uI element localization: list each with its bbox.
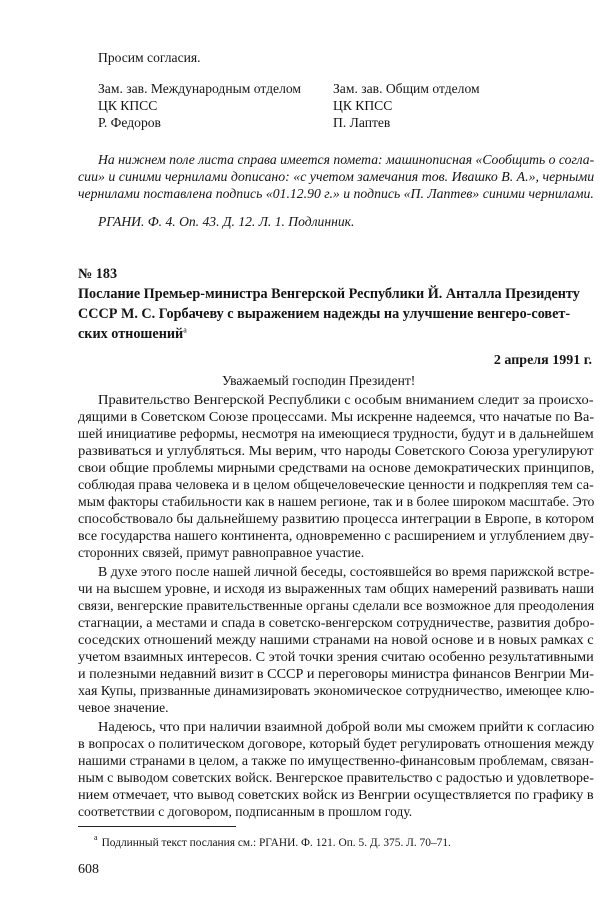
footnote-mark: а xyxy=(94,833,98,842)
salutation: Уважаемый господин Президент! xyxy=(222,373,416,388)
title-footnote-mark: а xyxy=(183,325,187,335)
paragraph-line: учетом взаимных интересов. С этой точки зрения считаю особенно результативными xyxy=(78,649,594,664)
note-line: чернилами поставлена подпись «01.12.90 г.» и подпись «П. Лаптев» синими чернилами. xyxy=(78,186,594,201)
paragraph-line: нашими странами в целом, а также по имущественно-финансовым проблемам, связан- xyxy=(78,753,594,768)
paragraph-line: дящими в Советском Союзе процессами. Мы искренне надеемся, что начатые по Ва- xyxy=(78,409,594,424)
paragraph-line: стагнации, а местами и спада в советско-венгерском сотрудничестве, развития добро- xyxy=(78,615,594,630)
document-title-line-last xyxy=(78,325,187,344)
paragraph-line: чевое значение. xyxy=(78,700,169,715)
note-line: На нижнем поле листа справа имеется помета: машинописная «Сообщить о согла- xyxy=(98,152,594,167)
paragraph-line: свои общие проблемы мирными средствами на основе демократических принципов, xyxy=(78,460,594,475)
signature-right-org: ЦК КПСС xyxy=(333,98,393,113)
paragraph-line: шей инициативе реформы, несмотря на имеющиеся трудности, будут и в дальнейшем xyxy=(78,426,594,441)
document-title-line: СССР М. С. Горбачеву с выражением надежды на улучшение венгеро-совет- xyxy=(78,306,571,322)
paragraph-line: в вопросах о политическом договоре, который будет регулировать отношения между xyxy=(78,736,594,751)
signature-left-name: Р. Федоров xyxy=(98,115,161,130)
paragraph-line: ным с выводом советских войск. Венгерское правительство с радостью и удовлетворе- xyxy=(78,770,594,785)
footnote-text: Подлинный текст послания см.: РГАНИ. Ф. 121. Оп. 5. Д. 375. Л. 70–71. xyxy=(101,836,451,849)
paragraph-line: Правительство Венгерской Республики с особым вниманием следит за происхо- xyxy=(98,392,594,407)
document-title-line: Послание Премьер-министра Венгерской Республики Й. Анталла Президенту xyxy=(78,286,580,302)
paragraph-line: связи, венгерские правительственные органы сделали все возможное для преодоления xyxy=(78,598,594,613)
note-line: сии» и синими чернилами дописано: «с учетом замечания тов. Ивашко В. А.», черными xyxy=(78,169,594,184)
signature-right-name: П. Лаптев xyxy=(333,115,391,130)
paragraph-line: соседских отношений между нашими странами на новой основе и в новых рамках с xyxy=(78,632,594,647)
paragraph-line: мым факторы стабильности как в нашем регионе, так и в более широком масштабе. Это xyxy=(78,494,594,509)
paragraph-line: соответствии с договором, подписанным в прошлом году. xyxy=(78,804,413,819)
paragraph-line: сторонних связей, примут равноправное участие. xyxy=(78,545,365,560)
paragraph-line: нием отмечает, что вывод советских войск из Венгрии осуществляется по графику в xyxy=(78,787,594,802)
paragraph-line: соблюдая права человека и в целом общечеловеческие ценности и подкрепляя тем са- xyxy=(78,477,594,492)
paragraph-line: способствовало бы дальнейшему развитию процесса интеграции в Европе, в котором xyxy=(78,511,594,526)
paragraph-line: развиваться и углубляться. Мы верим, что народы Советского Союза урегулируют xyxy=(78,443,594,458)
consent-request: Просим согласия. xyxy=(98,50,201,65)
document-title-line: ских отношений xyxy=(78,326,184,342)
signature-left-org: ЦК КПСС xyxy=(98,98,158,113)
document-date: 2 апреля 1991 г. xyxy=(493,353,592,368)
page-number: 608 xyxy=(78,862,99,877)
paragraph-line: чи на высшем уровне, и исходя из выраженных там общих намерений развивать наши xyxy=(78,581,594,596)
paragraph-line: и полезными недавний визит в СССР и переговоры министра финансов Венгрии Ми- xyxy=(78,666,594,681)
paragraph-line: все государства нашего континента, одновременно с расширением и углублением дву- xyxy=(78,528,594,543)
paragraph-line: Надеюсь, что при наличии взаимной доброй воли мы сможем прийти к согласию xyxy=(98,719,594,734)
footnote xyxy=(94,832,451,850)
footnote-divider xyxy=(78,826,236,827)
signature-left-title: Зам. зав. Международным отделом xyxy=(98,81,301,96)
document-number: № 183 xyxy=(78,266,118,282)
archive-reference: РГАНИ. Ф. 4. Оп. 43. Д. 12. Л. 1. Подлинник. xyxy=(98,214,355,229)
paragraph-line: хая Купы, призванные динамизировать экономическое сотрудничество, имеющее клю- xyxy=(78,683,594,698)
paragraph-line: В духе этого после нашей личной беседы, состоявшейся во время парижской встре- xyxy=(98,564,594,579)
signature-right-title: Зам. зав. Общим отделом xyxy=(333,81,480,96)
